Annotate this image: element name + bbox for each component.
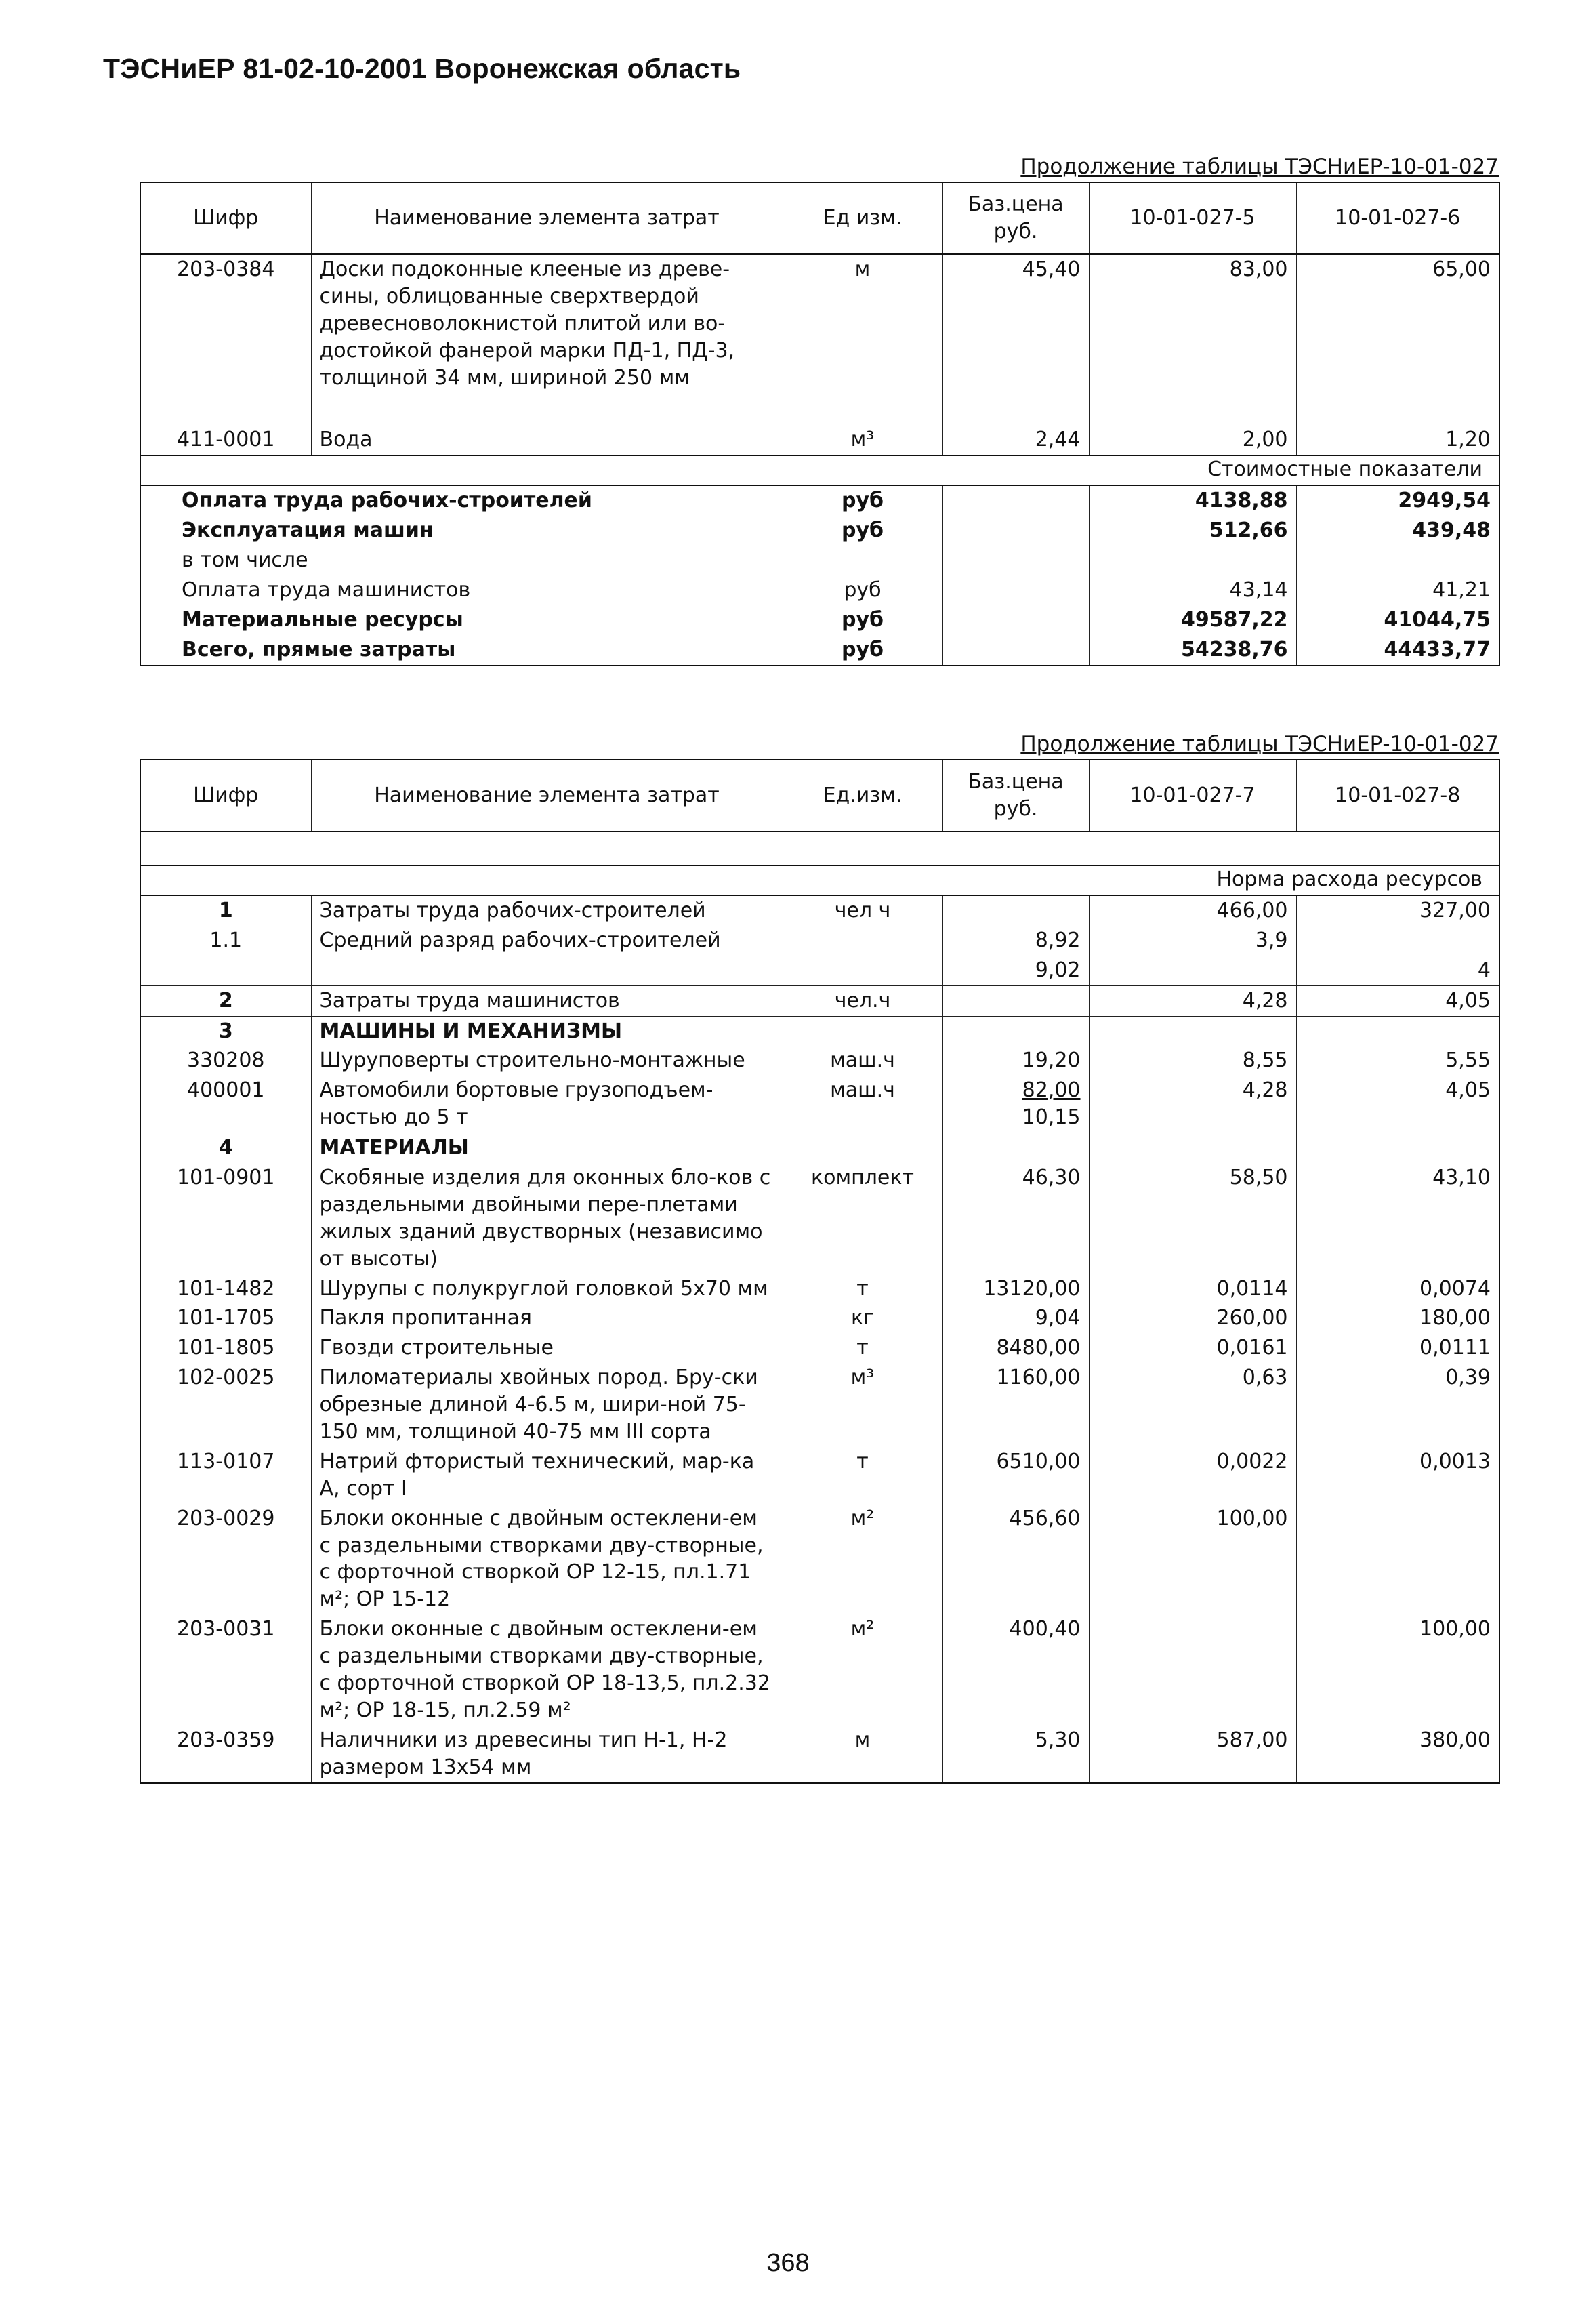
resource-name: Автомобили бортовые грузоподъем-ностью до 5 т — [311, 1076, 783, 1133]
base-price-value: 9,04 — [1035, 1306, 1081, 1330]
value-col8 — [1296, 1016, 1499, 1046]
value-col7 — [1089, 1016, 1296, 1046]
resource-unit: чел ч — [783, 895, 942, 926]
empty-price — [942, 635, 1089, 666]
value-col8: 0,0111 — [1296, 1333, 1499, 1363]
cost-col5: 4138,88 — [1089, 485, 1296, 516]
resource-unit: м² — [783, 1504, 942, 1615]
cost-unit: руб — [783, 485, 942, 516]
base-price — [942, 1076, 1089, 1133]
page-title: ТЭСНиЕР 81-02-10-2001 Воронежская область — [103, 53, 741, 84]
value-col7: 3,9 — [1089, 926, 1296, 956]
value-col7 — [1089, 956, 1296, 985]
base-price — [942, 1133, 1089, 1163]
table-row — [140, 1504, 1499, 1615]
col5-header: 10-01-027-7 — [1089, 760, 1296, 832]
base-price — [942, 1046, 1089, 1076]
resource-code: 203-0359 — [140, 1726, 311, 1783]
section-title: Норма расхода ресурсов — [140, 865, 1499, 895]
value-col7: 0,0114 — [1089, 1274, 1296, 1304]
base-price-value: 46,30 — [1022, 1166, 1081, 1190]
cost-col6: 2949,54 — [1296, 485, 1499, 516]
table-row — [140, 1363, 1499, 1447]
empty-price — [942, 516, 1089, 546]
resource-code: 4 — [140, 1133, 311, 1163]
value-col6: 65,00 — [1296, 254, 1499, 392]
resource-unit — [783, 956, 942, 985]
value-col7: 0,63 — [1089, 1363, 1296, 1447]
base-price — [942, 1726, 1089, 1783]
base-price-value: 13120,00 — [983, 1276, 1081, 1301]
resource-name: Скобяные изделия для оконных бло-ков с раздельными двойными пере-плетами жилых зданий двустворных (независимо от высоты) — [311, 1163, 783, 1274]
cost-unit: руб — [783, 605, 942, 635]
resource-name: Шуруповерты строительно-монтажные — [311, 1046, 783, 1076]
resource-unit — [783, 1016, 942, 1046]
cost-col6: 44433,77 — [1296, 635, 1499, 666]
base-price-alt: 10,15 — [1022, 1105, 1081, 1130]
base-price-value: 82,00 — [1022, 1078, 1081, 1103]
table-row — [140, 1046, 1499, 1076]
resource-code: 101-1705 — [140, 1303, 311, 1333]
cost-row — [140, 575, 1499, 605]
resource-name: Наличники из древесины тип Н-1, Н-2 размером 13х54 мм — [311, 1726, 783, 1783]
cost-name: Оплата труда машинистов — [140, 575, 783, 605]
table-row — [140, 926, 1499, 956]
resource-unit: м² — [783, 1614, 942, 1726]
value-col5: 2,00 — [1089, 425, 1296, 455]
value-col7: 58,50 — [1089, 1163, 1296, 1274]
resource-code: 400001 — [140, 1076, 311, 1133]
base-price-value: 456,60 — [1009, 1506, 1081, 1530]
spacer-cell — [783, 392, 942, 425]
price-header: Баз.цена руб. — [942, 760, 1089, 832]
table-row — [140, 1016, 1499, 1046]
value-col8: 100,00 — [1296, 1614, 1499, 1726]
resource-name: Доски подоконные клееные из древе-сины, облицованные сверхтвердой древесноволокнистой плитой или во-достойкой фанерой марки ПД-1, ПД-3, толщиной 34 мм, шириной 250 мм — [311, 254, 783, 392]
value-col7: 8,55 — [1089, 1046, 1296, 1076]
table-row — [140, 425, 1499, 455]
value-col7: 260,00 — [1089, 1303, 1296, 1333]
resource-unit: комплект — [783, 1163, 942, 1274]
table-row — [140, 1076, 1499, 1133]
spacer-row — [140, 392, 1499, 425]
base-price — [942, 1363, 1089, 1447]
resource-unit: м — [783, 254, 942, 392]
resource-name: МАТЕРИАЛЫ — [311, 1133, 783, 1163]
value-col8: 4 — [1296, 956, 1499, 985]
spacer-cell — [1089, 392, 1296, 425]
value-col6: 1,20 — [1296, 425, 1499, 455]
resource-unit: т — [783, 1333, 942, 1363]
cost-name: Всего, прямые затраты — [140, 635, 783, 666]
value-col8: 4,05 — [1296, 1076, 1499, 1133]
code-header: Шифр — [140, 182, 311, 254]
resource-code: 102-0025 — [140, 1363, 311, 1447]
page-number: 368 — [766, 2249, 810, 2277]
table-row — [140, 1133, 1499, 1163]
base-price-value: 6510,00 — [996, 1449, 1081, 1473]
base-price — [942, 985, 1089, 1016]
resource-unit — [783, 1133, 942, 1163]
table1-continuation: Продолжение таблицы ТЭСНиЕР-10-01-027 — [1020, 155, 1499, 179]
value-col7 — [1089, 1614, 1296, 1726]
empty-price — [942, 575, 1089, 605]
empty-price — [942, 605, 1089, 635]
cost-col5: 49587,22 — [1089, 605, 1296, 635]
spacer-cell — [942, 392, 1089, 425]
value-col7: 466,00 — [1089, 895, 1296, 926]
value-col8 — [1296, 1133, 1499, 1163]
table1 — [140, 182, 1500, 666]
cost-col5 — [1089, 546, 1296, 575]
cost-col6 — [1296, 546, 1499, 575]
empty-price — [942, 546, 1089, 575]
cost-col5: 54238,76 — [1089, 635, 1296, 666]
value-col7 — [1089, 1133, 1296, 1163]
value-col8 — [1296, 1504, 1499, 1615]
resource-name: Вода — [311, 425, 783, 455]
resource-unit: т — [783, 1274, 942, 1304]
resource-unit — [783, 926, 942, 956]
name-header: Наименование элемента затрат — [311, 760, 783, 832]
cost-col6: 41044,75 — [1296, 605, 1499, 635]
cost-col5: 512,66 — [1089, 516, 1296, 546]
resource-code: 203-0384 — [140, 254, 311, 392]
value-col8: 380,00 — [1296, 1726, 1499, 1783]
table-row — [140, 1614, 1499, 1726]
value-col7: 4,28 — [1089, 985, 1296, 1016]
base-price-value: 400,40 — [1009, 1617, 1081, 1642]
table-row — [140, 254, 1499, 392]
unit-header: Ед.изм. — [783, 760, 942, 832]
table2 — [140, 759, 1500, 1784]
base-price — [942, 1163, 1089, 1274]
table2-continuation: Продолжение таблицы ТЭСНиЕР-10-01-027 — [1020, 732, 1499, 756]
resource-name: Шурупы с полукруглой головкой 5x70 мм — [311, 1274, 783, 1304]
resource-name: Блоки оконные с двойным остеклени-ем с раздельными створками дву-створные, с форточной створкой ОР 18-13,5, пл.2.32 м²; ОР 18-15, пл.2.59 м² — [311, 1614, 783, 1726]
base-price — [942, 1016, 1089, 1046]
value-col8 — [1296, 926, 1499, 956]
resource-name: Гвозди строительные — [311, 1333, 783, 1363]
cost-row — [140, 605, 1499, 635]
resource-unit: маш.ч — [783, 1076, 942, 1133]
code-header: Шифр — [140, 760, 311, 832]
spacer-cell — [140, 392, 311, 425]
table-row — [140, 1303, 1499, 1333]
cost-name: Материальные ресурсы — [140, 605, 783, 635]
resource-unit: т — [783, 1447, 942, 1504]
cost-name: Оплата труда рабочих-строителей — [140, 485, 783, 516]
spacer-row — [140, 832, 1499, 865]
resource-name: Блоки оконные с двойным остеклени-ем с раздельными створками дву-створные, с форточной створкой ОР 12-15, пл.1.71 м²; ОР 15-12 — [311, 1504, 783, 1615]
value-col7: 0,0161 — [1089, 1333, 1296, 1363]
base-price — [942, 1447, 1089, 1504]
base-price — [942, 926, 1089, 956]
resource-name: МАШИНЫ И МЕХАНИЗМЫ — [311, 1016, 783, 1046]
col5-header: 10-01-027-5 — [1089, 182, 1296, 254]
base-price-value: 8,92 — [1035, 928, 1081, 952]
base-price-value: 5,30 — [1035, 1728, 1081, 1752]
resource-code: 101-1805 — [140, 1333, 311, 1363]
table-row — [140, 1333, 1499, 1363]
cost-col5: 43,14 — [1089, 575, 1296, 605]
base-price — [942, 956, 1089, 985]
value-col8: 5,55 — [1296, 1046, 1499, 1076]
cost-unit: руб — [783, 516, 942, 546]
base-price — [942, 1303, 1089, 1333]
table-row — [140, 956, 1499, 985]
resource-unit: чел.ч — [783, 985, 942, 1016]
table-header-row — [140, 182, 1499, 254]
base-price-value: 9,02 — [1035, 958, 1081, 982]
resource-name: Пиломатериалы хвойных пород. Бру-ски обрезные длиной 4-6.5 м, шири-ной 75-150 мм, толщиной 40-75 мм III сорта — [311, 1363, 783, 1447]
section-row — [140, 865, 1499, 895]
resource-code: 203-0031 — [140, 1614, 311, 1726]
cost-row — [140, 635, 1499, 666]
cost-col6: 41,21 — [1296, 575, 1499, 605]
value-col8: 4,05 — [1296, 985, 1499, 1016]
resource-unit: м — [783, 1726, 942, 1783]
cost-unit: руб — [783, 635, 942, 666]
value-col7: 100,00 — [1089, 1504, 1296, 1615]
table-row — [140, 1274, 1499, 1304]
section-row — [140, 455, 1499, 485]
col6-header: 10-01-027-8 — [1296, 760, 1499, 832]
resource-unit: м³ — [783, 1363, 942, 1447]
base-price — [942, 1614, 1089, 1726]
resource-unit: маш.ч — [783, 1046, 942, 1076]
value-col8: 43,10 — [1296, 1163, 1499, 1274]
resource-unit: м³ — [783, 425, 942, 455]
resource-name: Затраты труда машинистов — [311, 985, 783, 1016]
resource-name: Пакля пропитанная — [311, 1303, 783, 1333]
table-row — [140, 895, 1499, 926]
resource-name: Средний разряд рабочих-строителей — [311, 926, 783, 956]
resource-name — [311, 956, 783, 985]
price-header: Баз.цена руб. — [942, 182, 1089, 254]
cost-row — [140, 516, 1499, 546]
base-price — [942, 1504, 1089, 1615]
resource-code: 113-0107 — [140, 1447, 311, 1504]
resource-code: 1 — [140, 895, 311, 926]
empty-price — [942, 485, 1089, 516]
value-col5: 83,00 — [1089, 254, 1296, 392]
spacer-cell — [140, 832, 1499, 865]
table-header-row — [140, 760, 1499, 832]
value-col8: 0,39 — [1296, 1363, 1499, 1447]
resource-code: 2 — [140, 985, 311, 1016]
value-col8: 327,00 — [1296, 895, 1499, 926]
base-price — [942, 1274, 1089, 1304]
table-row — [140, 1163, 1499, 1274]
name-header: Наименование элемента затрат — [311, 182, 783, 254]
spacer-cell — [1296, 392, 1499, 425]
resource-code: 101-1482 — [140, 1274, 311, 1304]
table-row — [140, 1726, 1499, 1783]
table-row — [140, 985, 1499, 1016]
base-price-value: 19,20 — [1022, 1048, 1081, 1073]
cost-name: в том числе — [140, 546, 783, 575]
value-col8: 0,0074 — [1296, 1274, 1499, 1304]
value-col7: 0,0022 — [1089, 1447, 1296, 1504]
base-price — [942, 1333, 1089, 1363]
cost-row — [140, 546, 1499, 575]
base-price: 45,40 — [942, 254, 1089, 392]
value-col8: 180,00 — [1296, 1303, 1499, 1333]
resource-name: Натрий фтористый технический, мар-ка А, сорт I — [311, 1447, 783, 1504]
cost-name: Эксплуатация машин — [140, 516, 783, 546]
resource-code: 411-0001 — [140, 425, 311, 455]
resource-code: 3 — [140, 1016, 311, 1046]
cost-col6: 439,48 — [1296, 516, 1499, 546]
spacer-cell — [311, 392, 783, 425]
resource-name: Затраты труда рабочих-строителей — [311, 895, 783, 926]
cost-row — [140, 485, 1499, 516]
resource-code: 330208 — [140, 1046, 311, 1076]
base-price-value: 8480,00 — [996, 1336, 1081, 1360]
value-col8: 0,0013 — [1296, 1447, 1499, 1504]
resource-code: 203-0029 — [140, 1504, 311, 1615]
resource-code: 101-0901 — [140, 1163, 311, 1274]
resource-code — [140, 956, 311, 985]
cost-unit: руб — [783, 575, 942, 605]
base-price: 2,44 — [942, 425, 1089, 455]
unit-header: Ед изм. — [783, 182, 942, 254]
col6-header: 10-01-027-6 — [1296, 182, 1499, 254]
table-row — [140, 1447, 1499, 1504]
resource-code: 1.1 — [140, 926, 311, 956]
resource-unit: кг — [783, 1303, 942, 1333]
value-col7: 4,28 — [1089, 1076, 1296, 1133]
base-price — [942, 895, 1089, 926]
base-price-value: 1160,00 — [996, 1366, 1081, 1390]
section-title: Стоимостные показатели — [140, 455, 1499, 485]
value-col7: 587,00 — [1089, 1726, 1296, 1783]
cost-unit — [783, 546, 942, 575]
